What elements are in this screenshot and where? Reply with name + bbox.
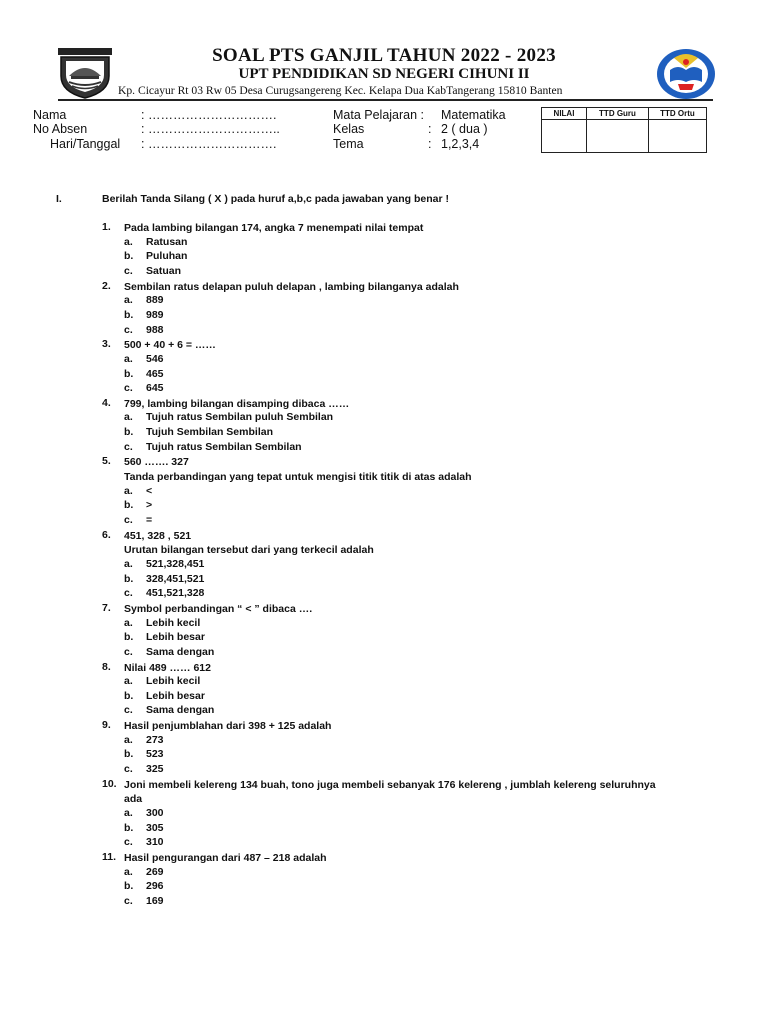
option-letter[interactable]: b. [124,499,134,512]
option-letter[interactable]: a. [124,484,133,497]
question-number: 8. [102,660,111,673]
option-text[interactable]: 273 [146,733,164,746]
kelas-label: Kelas [333,122,365,136]
question-number: 3. [102,338,111,351]
question-text: 451, 328 , 521 [124,529,192,542]
option-text[interactable]: Puluhan [146,250,188,263]
header-divider [58,99,713,101]
option-letter[interactable]: a. [124,352,133,365]
ttd-guru-header: TTD Guru [587,108,649,120]
option-letter[interactable]: b. [124,689,134,702]
school-name: UPT PENDIDIKAN SD NEGERI CIHUNI II [238,66,530,82]
option-letter[interactable]: a. [124,865,133,878]
option-letter[interactable]: b. [124,308,134,321]
option-text[interactable]: 451,521,328 [146,587,205,600]
mapel-value: Matematika [441,108,506,122]
option-text[interactable]: 889 [146,294,164,307]
option-letter[interactable]: b. [124,748,134,761]
question-number: 5. [102,455,111,468]
tanggal-field[interactable]: : …………………………. [141,137,277,151]
option-text[interactable]: 169 [146,894,164,907]
option-text[interactable]: Lebih besar [146,631,205,644]
nilai-cell[interactable] [542,120,587,153]
absen-label: No Absen [33,122,88,136]
option-text[interactable]: 305 [146,821,164,834]
question-number: 11. [102,850,117,863]
option-letter[interactable]: c. [124,382,133,395]
option-text[interactable]: 465 [146,367,164,380]
question-text: ada [124,793,143,806]
option-letter[interactable]: c. [124,440,133,453]
nilai-header: NILAI [542,108,587,120]
instruction-text: Berilah Tanda Silang ( X ) pada huruf a,b,c pada jawaban yang benar ! [102,193,449,205]
question-text: 799, lambing bilangan disamping dibaca …… [124,397,350,410]
kelas-value: 2 ( dua ) [441,122,488,136]
question-text: Hasil pengurangan dari 487 – 218 adalah [124,851,327,864]
option-text[interactable]: 269 [146,865,164,878]
option-text[interactable]: 310 [146,836,164,849]
option-letter[interactable]: a. [124,807,133,819]
option-text[interactable]: 300 [146,807,164,819]
option-letter[interactable]: c. [124,645,133,658]
question-text: 560 ……. 327 [124,456,189,469]
option-text[interactable]: > [146,499,153,512]
question-number: 2. [102,279,111,292]
question-number: 4. [102,396,111,409]
option-text[interactable]: 328,451,521 [146,572,205,585]
option-text[interactable]: Satuan [146,264,182,277]
option-text[interactable]: Lebih besar [146,689,205,702]
option-letter[interactable]: a. [124,235,133,248]
option-letter[interactable]: b. [124,631,134,644]
option-letter[interactable]: b. [124,367,134,380]
option-letter[interactable]: b. [124,821,134,834]
option-letter[interactable]: a. [124,675,133,688]
question-number: 10. [102,777,117,790]
nama-label: Nama [33,108,67,122]
option-text[interactable]: 989 [146,308,164,321]
question-text: Hasil penjumblahan dari 398 + 125 adalah [124,720,332,733]
option-letter[interactable]: b. [124,250,134,263]
option-letter[interactable]: b. [124,572,134,585]
option-text[interactable]: 521,328,451 [146,557,205,570]
option-text[interactable]: Ratusan [146,235,188,248]
option-text[interactable]: 325 [146,763,164,776]
question-text: Urutan bilangan tersebut dari yang terkecil adalah [124,544,374,557]
option-letter[interactable]: c. [124,264,133,277]
option-text[interactable]: Sama dengan [146,704,215,717]
option-text[interactable]: Tujuh Sembilan Sembilan [146,426,273,439]
question-text: Pada lambing bilangan 174, angka 7 menempati nilai tempat [124,222,424,234]
option-letter[interactable]: a. [124,294,133,307]
option-text[interactable]: Lebih kecil [146,616,201,629]
question-text: Joni membeli kelereng 134 buah, tono juga membeli sebanyak 176 kelereng , jumblah kelereng seluruhnya [124,778,656,791]
option-letter[interactable]: c. [124,763,133,776]
option-text[interactable]: 645 [146,382,164,395]
option-letter[interactable]: a. [124,557,133,570]
option-letter[interactable]: a. [124,733,133,746]
question-text: 500 + 40 + 6 = …… [124,339,216,352]
option-letter[interactable]: b. [124,426,134,439]
question-number: 9. [102,719,111,732]
question-text: Symbol perbandingan “ < ” dibaca …. [124,602,313,615]
question-number: 6. [102,528,111,541]
ttd-ortu-header: TTD Ortu [649,108,707,120]
option-text[interactable]: 546 [146,352,164,365]
tanggal-label: Hari/Tanggal [50,137,121,151]
option-letter[interactable]: c. [124,704,133,717]
nama-field[interactable]: : …………………………. [141,108,277,122]
option-letter[interactable]: c. [124,323,133,336]
tema-label: Tema [333,137,364,151]
question-number: 7. [102,601,111,614]
option-letter[interactable]: c. [124,836,133,849]
option-letter[interactable]: c. [124,514,133,526]
option-text[interactable]: Lebih kecil [146,675,201,688]
tema-colon: : [428,137,432,151]
absen-field[interactable]: : ………………………….. [141,122,280,136]
ttd-guru-cell[interactable] [587,120,649,153]
question-number: 1. [102,221,111,233]
mapel-label: Mata Pelajaran : [333,108,425,122]
option-letter[interactable]: b. [124,880,134,893]
option-letter[interactable]: c. [124,894,133,907]
section-number: I. [56,193,62,205]
question-text: Sembilan ratus delapan puluh delapan , lambing bilanganya adalah [124,280,459,293]
option-text[interactable]: 988 [146,323,164,336]
option-text[interactable]: 523 [146,748,164,761]
option-text[interactable]: Tujuh ratus Sembilan puluh Sembilan [146,411,334,424]
option-text[interactable]: < [146,484,153,497]
option-text[interactable]: 296 [146,880,164,893]
option-letter[interactable]: c. [124,587,133,600]
option-text[interactable]: Sama dengan [146,645,215,658]
question-text: Tanda perbandingan yang tepat untuk mengisi titik titik di atas adalah [124,471,472,484]
school-address: Kp. Cicayur Rt 03 Rw 05 Desa Curugsangereng Kec. Kelapa Dua KabTangerang 15810 Banten [118,84,563,97]
ttd-ortu-cell[interactable] [649,120,707,153]
tema-value: 1,2,3,4 [441,137,480,151]
question-text: Nilai 489 …… 612 [124,661,211,674]
kelas-colon: : [428,122,432,136]
option-letter[interactable]: a. [124,616,133,629]
score-signature-table [541,107,707,153]
option-letter[interactable]: a. [124,411,133,424]
exam-title: SOAL PTS GANJIL TAHUN 2022 - 2023 [212,45,556,66]
option-text[interactable]: Tujuh ratus Sembilan Sembilan [146,440,302,453]
option-text[interactable]: = [146,514,153,526]
